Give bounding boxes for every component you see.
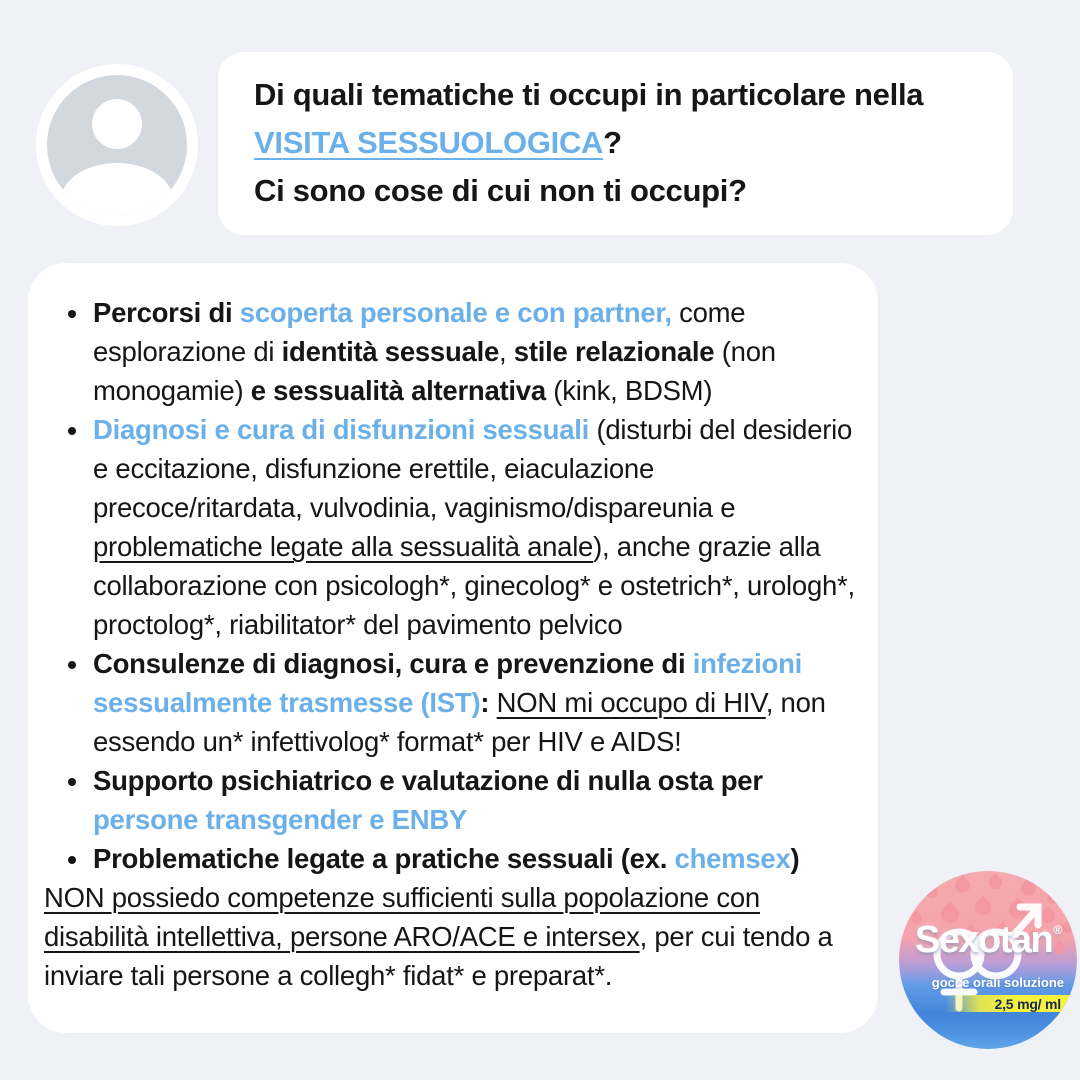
text-segment: NON possiedo competenze sufficienti sulla popolazione con disabilità intellettiva, persone ARO/ACE e intersex [44,882,760,952]
person-head-icon [92,99,142,149]
list-item [91,410,858,644]
registered-mark: ® [1053,923,1063,937]
text-segment: Ci sono cose di cui non ti occupi? [254,173,747,208]
text-segment: Consulenze di diagnosi, cura e prevenzione di [93,648,693,679]
list-item [91,761,858,839]
text-segment: , [499,336,514,367]
text-segment: chemsex [674,843,791,874]
text-segment: ? [603,125,622,160]
text-segment: e sessualità alternativa [250,375,546,406]
person-shoulders-icon [61,163,173,215]
text-segment: (non monogamie) [93,336,776,406]
question-line [254,71,977,167]
text-segment: : [480,687,497,718]
text-segment: infezioni sessualmente trasmesse (IST) [93,648,803,718]
question-line [254,167,977,215]
text-segment: Supporto psichiatrico e valutazione di nulla osta per [93,765,763,796]
disclaimer-paragraph [44,878,858,995]
text-segment: ), anche grazie alla collaborazione con psicologh*, ginecolog* e ostetrich*, urologh*, proctolog*, riabilitator* del pavimento pelvico [93,531,855,640]
text-segment: Diagnosi e cura di disfunzioni sessuali [93,414,590,445]
dosage-text: 2,5 mg/ ml [994,995,1061,1012]
logo-tagline: gocce orali soluzione [931,975,1064,990]
list-item [91,839,858,878]
avatar-placeholder [47,75,187,215]
text-segment: persone transgender e ENBY [93,804,468,835]
text-segment: Problematiche legate a pratiche sessuali (ex. [93,843,675,874]
text-segment: , per cui tendo a inviare tali persone a collegh* fidat* e preparat*. [44,921,833,991]
text-segment: ) [790,843,800,874]
text-segment: (disturbi del desiderio e eccitazione, disfunzione erettile, eiaculazione precoce/ritardata, vulvodinia, vaginismo/dispareunia e [93,414,853,523]
text-segment: stile relazionale [513,336,715,367]
text-segment: problematiche legate alla sessualità anale [93,531,594,562]
list-item [91,293,858,410]
sexotan-logo [899,871,1077,1049]
text-segment: (kink, BDSM) [545,375,713,406]
avatar [36,64,198,226]
text-segment: scoperta personale e con partner, [239,297,672,328]
text-segment: Di quali tematiche ti occupi in particolare nella [254,77,924,112]
text-segment: Percorsi di [93,297,240,328]
question-card [218,52,1013,235]
visita-sessuologica-link[interactable]: VISITA SESSUOLOGICA [254,125,604,160]
answer-card [28,263,878,1033]
text-segment: identità sessuale [281,336,499,367]
dosage-band [945,995,1077,1012]
text-segment: , non essendo un* infettivolog* format* per HIV e AIDS! [93,687,826,757]
topics-list [44,293,858,878]
text-segment: come esplorazione di [93,297,746,367]
brand-text: Sexotan [914,919,1053,961]
list-item [91,644,858,761]
brand-name [899,919,1077,962]
text-segment: NON mi occupo di HIV [496,687,766,718]
